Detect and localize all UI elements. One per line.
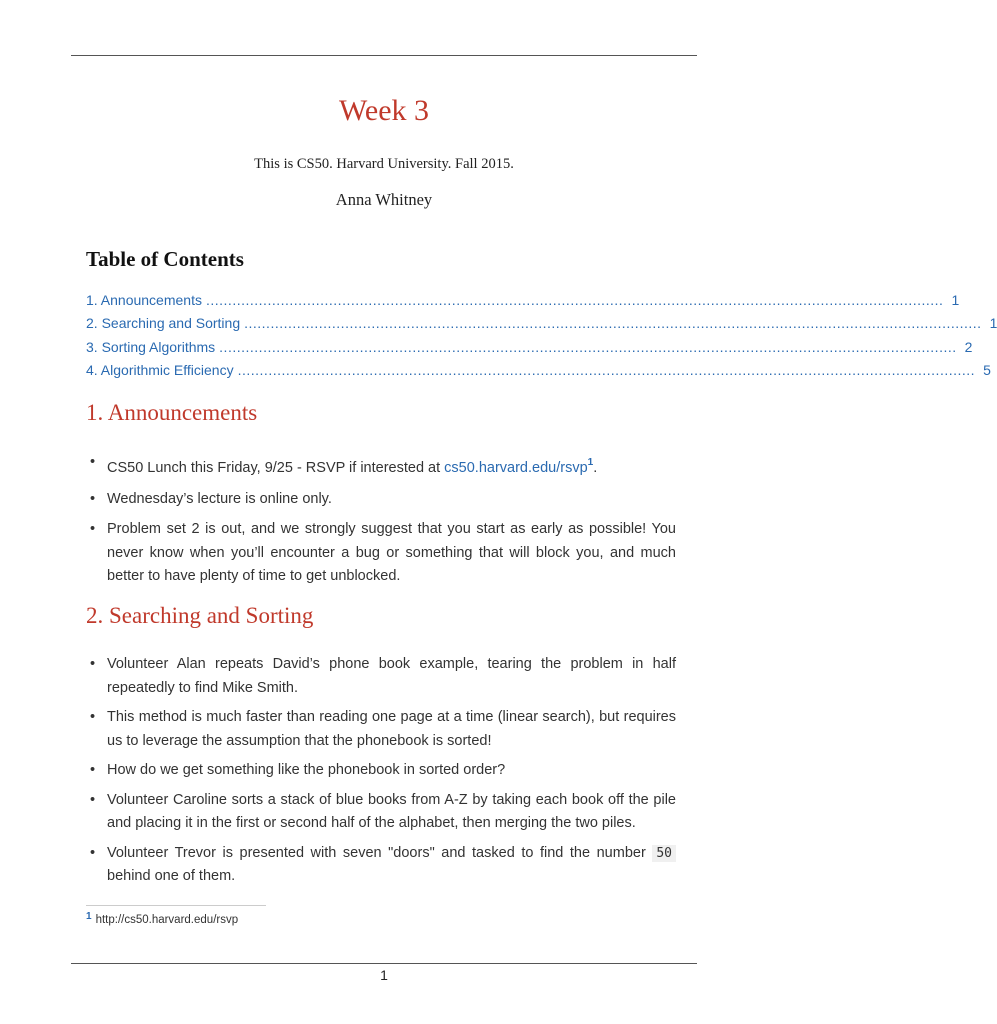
list-item-text: behind one of them. [107, 868, 236, 884]
page-title: Week 3 [338, 94, 430, 127]
list-item [86, 451, 676, 481]
list-item: • Problem set 2 is out, and we strongly suggest that you start as early as possible! You never know when you’ll encounter a bug or something that will block you, and much better to have plenty of time to get unblocked. [86, 518, 676, 589]
toc-entry-page[interactable]: 1 [951, 292, 960, 308]
page-subtitle: This is CS50. Harvard University. Fall 2015. [254, 156, 514, 172]
toc-leader-dots: ........................................................................................................................................................................ [205, 292, 944, 308]
list-item: • Volunteer Caroline sorts a stack of blue books from A-Z by taking each book off the pile and placing it in the first or second half of the alphabet, then merging the two piles. [86, 789, 676, 836]
toc-entry-label[interactable]: 3. Sorting Algorithms [86, 339, 216, 355]
list-item-text: CS50 Lunch this Friday, 9/25 - RSVP if interested at [107, 460, 445, 476]
rsvp-link[interactable]: cs50.harvard.edu/rsvp [444, 460, 588, 476]
toc-entry-searching-and-sorting[interactable] [86, 315, 997, 333]
toc-entry-label[interactable]: 4. Algorithmic Efficiency [86, 362, 234, 378]
section-heading-searching-and-sorting: 2. Searching and Sorting [86, 603, 314, 628]
toc-leader-dots: ........................................................................................................................................................................ [244, 315, 982, 331]
toc-entry-page[interactable]: 5 [983, 362, 991, 378]
toc-entry-page[interactable]: 2 [964, 339, 973, 355]
searching-sorting-list [86, 653, 676, 889]
toc-entry-sorting-algorithms[interactable] [86, 339, 973, 357]
footnote-ref[interactable]: 1 [587, 457, 594, 468]
footer-rule [71, 963, 697, 964]
toc-entry-label[interactable]: 1. Announcements [86, 292, 202, 308]
list-item-text: . [593, 460, 598, 476]
footnote-number: 1 [86, 911, 92, 922]
list-item-text: Volunteer Trevor is presented with seven "doors" and tasked to find the number [107, 844, 653, 861]
page-number: 1 [380, 967, 388, 983]
header-rule [71, 55, 697, 56]
inline-code: 50 [652, 845, 676, 862]
list-item: • Wednesday’s lecture is online only. [86, 488, 676, 512]
footnote-text[interactable]: http://cs50.harvard.edu/rsvp [95, 914, 239, 926]
toc-entry-page[interactable]: 1 [989, 315, 997, 331]
toc-entry-algorithmic-efficiency[interactable] [86, 362, 991, 380]
toc-entry-label[interactable]: 2. Searching and Sorting [86, 315, 241, 331]
toc-leader-dots: ........................................................................................................................................................................ [219, 339, 957, 355]
toc-entry-announcements[interactable] [86, 292, 960, 310]
author-name: Anna Whitney [335, 190, 433, 209]
toc-leader-dots: ........................................................................................................................................................................ [237, 362, 976, 378]
section-heading-announcements: 1. Announcements [86, 400, 258, 425]
list-item: • This method is much faster than reading one page at a time (linear search), but requires us to leverage the assumption that the phonebook is sorted! [86, 706, 676, 753]
announcements-list [86, 451, 676, 589]
list-item: • How do we get something like the phonebook in sorted order? [86, 759, 676, 783]
list-item: • Volunteer Alan repeats David’s phone book example, tearing the problem in half repeatedly to find Mike Smith. [86, 653, 676, 700]
footnote-rule [86, 905, 266, 906]
list-item [86, 842, 676, 889]
footnote [86, 911, 238, 926]
toc-heading: Table of Contents [86, 247, 244, 271]
